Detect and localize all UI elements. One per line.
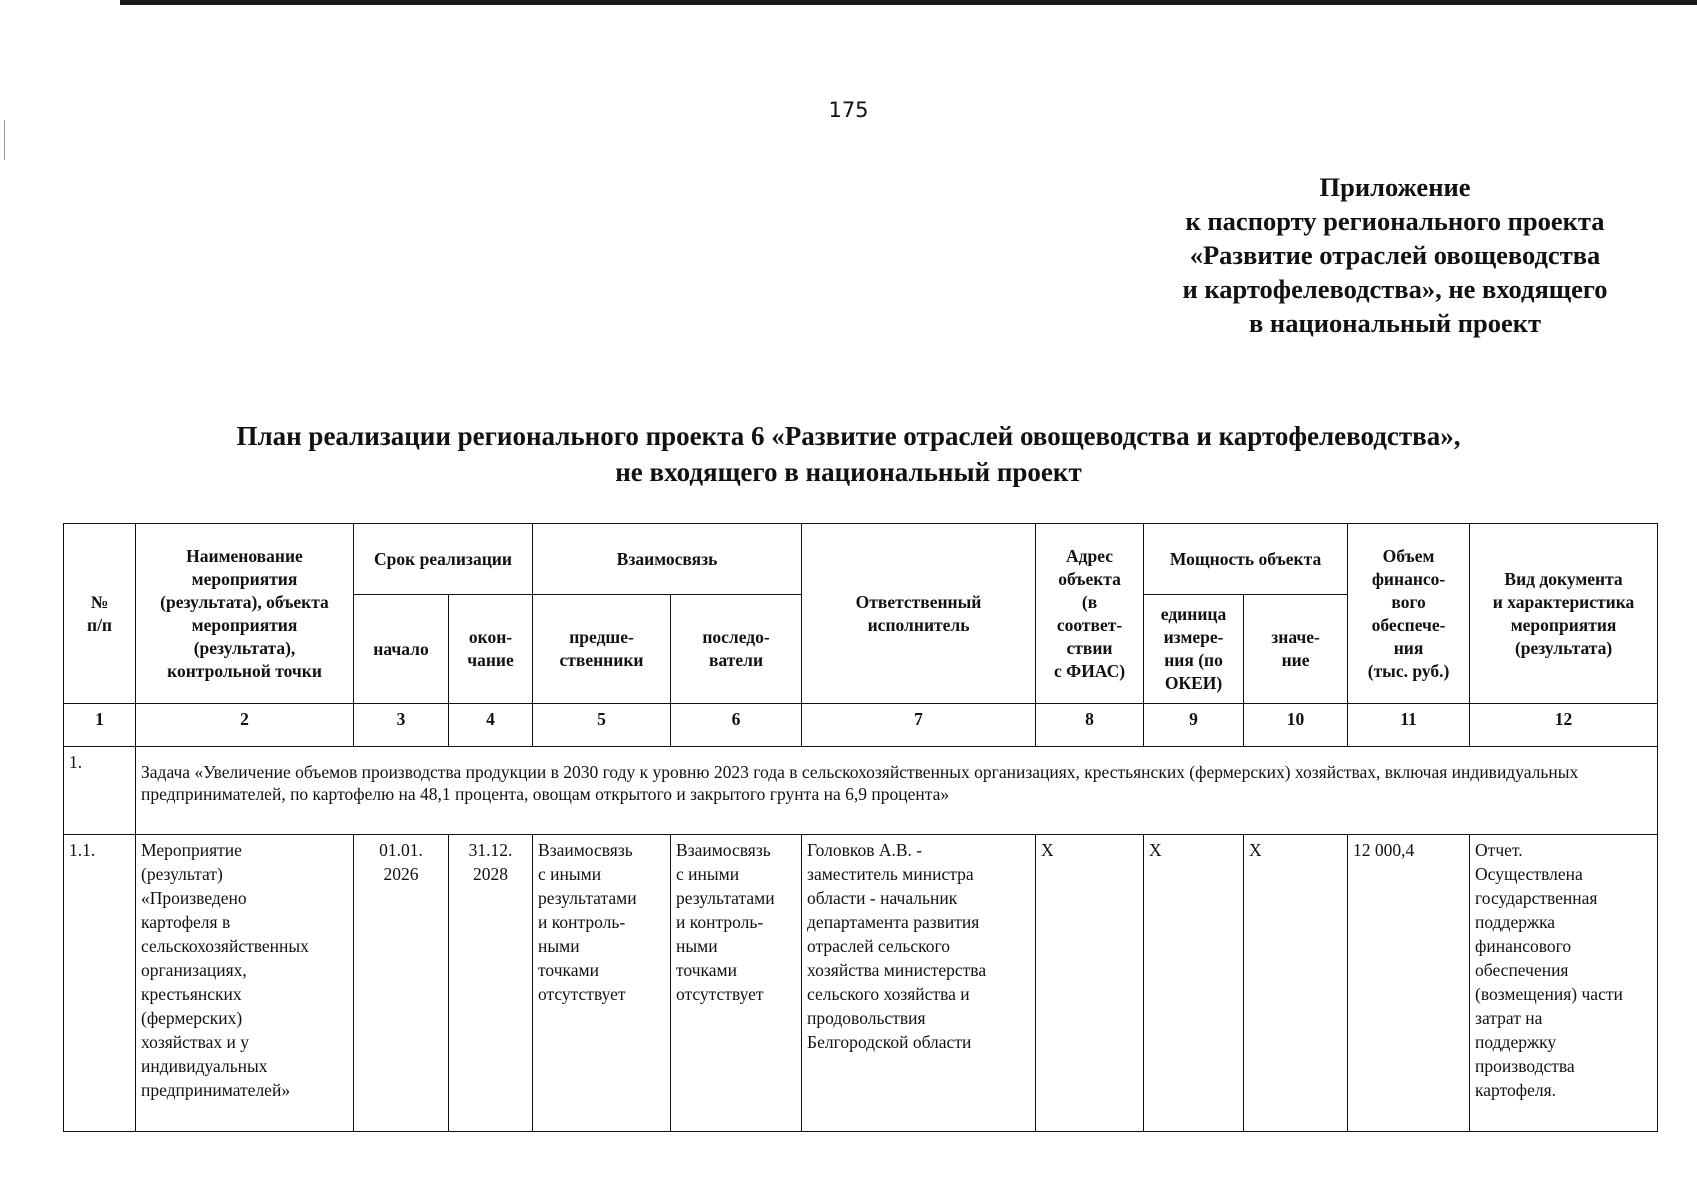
- col-header-term: Срок реализации: [354, 524, 533, 595]
- column-number: 12: [1470, 704, 1658, 747]
- left-edge-mark: [4, 120, 5, 160]
- column-number: 9: [1144, 704, 1244, 747]
- implementation-plan-table: [63, 523, 1658, 1132]
- appendix-line: и картофелеводства», не входящего: [1182, 274, 1608, 304]
- col-header-successors: последо- ватели: [671, 595, 802, 704]
- start-date: 01.01. 2026: [354, 835, 449, 1132]
- column-number: 1: [64, 704, 136, 747]
- finance-amount: 12 000,4: [1348, 835, 1470, 1132]
- col-header-term-start: начало: [354, 595, 449, 704]
- appendix-line: в национальный проект: [1248, 308, 1542, 338]
- column-number-row: [64, 704, 1658, 747]
- task-number: 1.: [64, 747, 136, 835]
- task-row: [64, 747, 1658, 835]
- end-date: 31.12. 2028: [449, 835, 533, 1132]
- col-header-capacity-unit: единица измере- ния (по ОКЕИ): [1144, 595, 1244, 704]
- column-number: 5: [533, 704, 671, 747]
- document-type: Отчет. Осуществлена государственная поддержка финансового обеспечения (возмещения) части затрат на поддержку производства картофеля.: [1470, 835, 1658, 1132]
- activity-name: Мероприятие (результат) «Произведено картофеля в сельскохозяйственных организациях, крестьянских (фермерских) хозяйствах и у индивидуальных предпринимателей»: [136, 835, 354, 1132]
- column-number: 7: [802, 704, 1036, 747]
- col-header-predecessors: предше- ственники: [533, 595, 671, 704]
- col-header-relation: Взаимосвязь: [533, 524, 802, 595]
- col-header-capacity-value: значе- ние: [1244, 595, 1348, 704]
- task-description: Задача «Увеличение объемов производства продукции в 2030 году к уровню 2023 года в сельскохозяйственных организациях, крестьянских (фермерских) хозяйствах, включая индивидуальных предпринимателей, по картофелю на 48,1 процента, овощам открытого и закрытого грунта на 6,9 процента»: [136, 747, 1658, 835]
- page-number: 175: [828, 98, 869, 122]
- col-header-address: Адрес объекта (в соответ- ствии с ФИАС): [1036, 524, 1144, 704]
- document-title: [0, 418, 1697, 490]
- appendix-block: [1160, 170, 1630, 340]
- document-title-line1: План реализации регионального проекта 6 «Развитие отраслей овощеводства и картофелеводства»,: [236, 421, 1461, 451]
- col-header-num: № п/п: [64, 524, 136, 704]
- capacity-unit: Х: [1144, 835, 1244, 1132]
- col-header-term-end: окон- чание: [449, 595, 533, 704]
- column-number: 2: [136, 704, 354, 747]
- responsible-executor: Головков А.В. - заместитель министра области - начальник департамента развития отраслей сельского хозяйства министерства сельского хозяйства и продовольствия Белгородской области: [802, 835, 1036, 1132]
- row-number: 1.1.: [64, 835, 136, 1132]
- col-header-responsible: Ответственный исполнитель: [802, 524, 1036, 704]
- table-row: [64, 835, 1658, 1132]
- appendix-line: к паспорту регионального проекта: [1185, 206, 1605, 236]
- predecessors: Взаимосвязь с иными результатами и контроль- ными точками отсутствует: [533, 835, 671, 1132]
- col-header-doc-type: Вид документа и характеристика мероприятия (результата): [1470, 524, 1658, 704]
- column-number: 8: [1036, 704, 1144, 747]
- col-header-capacity: Мощность объекта: [1144, 524, 1348, 595]
- column-number: 6: [671, 704, 802, 747]
- object-address: Х: [1036, 835, 1144, 1132]
- col-header-name: Наименование мероприятия (результата), объекта мероприятия (результата), контрольной точки: [136, 524, 354, 704]
- top-edge-rule: [120, 0, 1697, 5]
- appendix-line: Приложение: [1319, 172, 1471, 202]
- col-header-finance: Объем финансо- вого обеспече- ния (тыс. руб.): [1348, 524, 1470, 704]
- document-title-line2: не входящего в национальный проект: [615, 457, 1082, 487]
- column-number: 10: [1244, 704, 1348, 747]
- capacity-value: Х: [1244, 835, 1348, 1132]
- column-number: 3: [354, 704, 449, 747]
- column-number: 11: [1348, 704, 1470, 747]
- header-row-1: [64, 524, 1658, 595]
- appendix-line: «Развитие отраслей овощеводства: [1189, 240, 1601, 270]
- column-number: 4: [449, 704, 533, 747]
- successors: Взаимосвязь с иными результатами и контроль- ными точками отсутствует: [671, 835, 802, 1132]
